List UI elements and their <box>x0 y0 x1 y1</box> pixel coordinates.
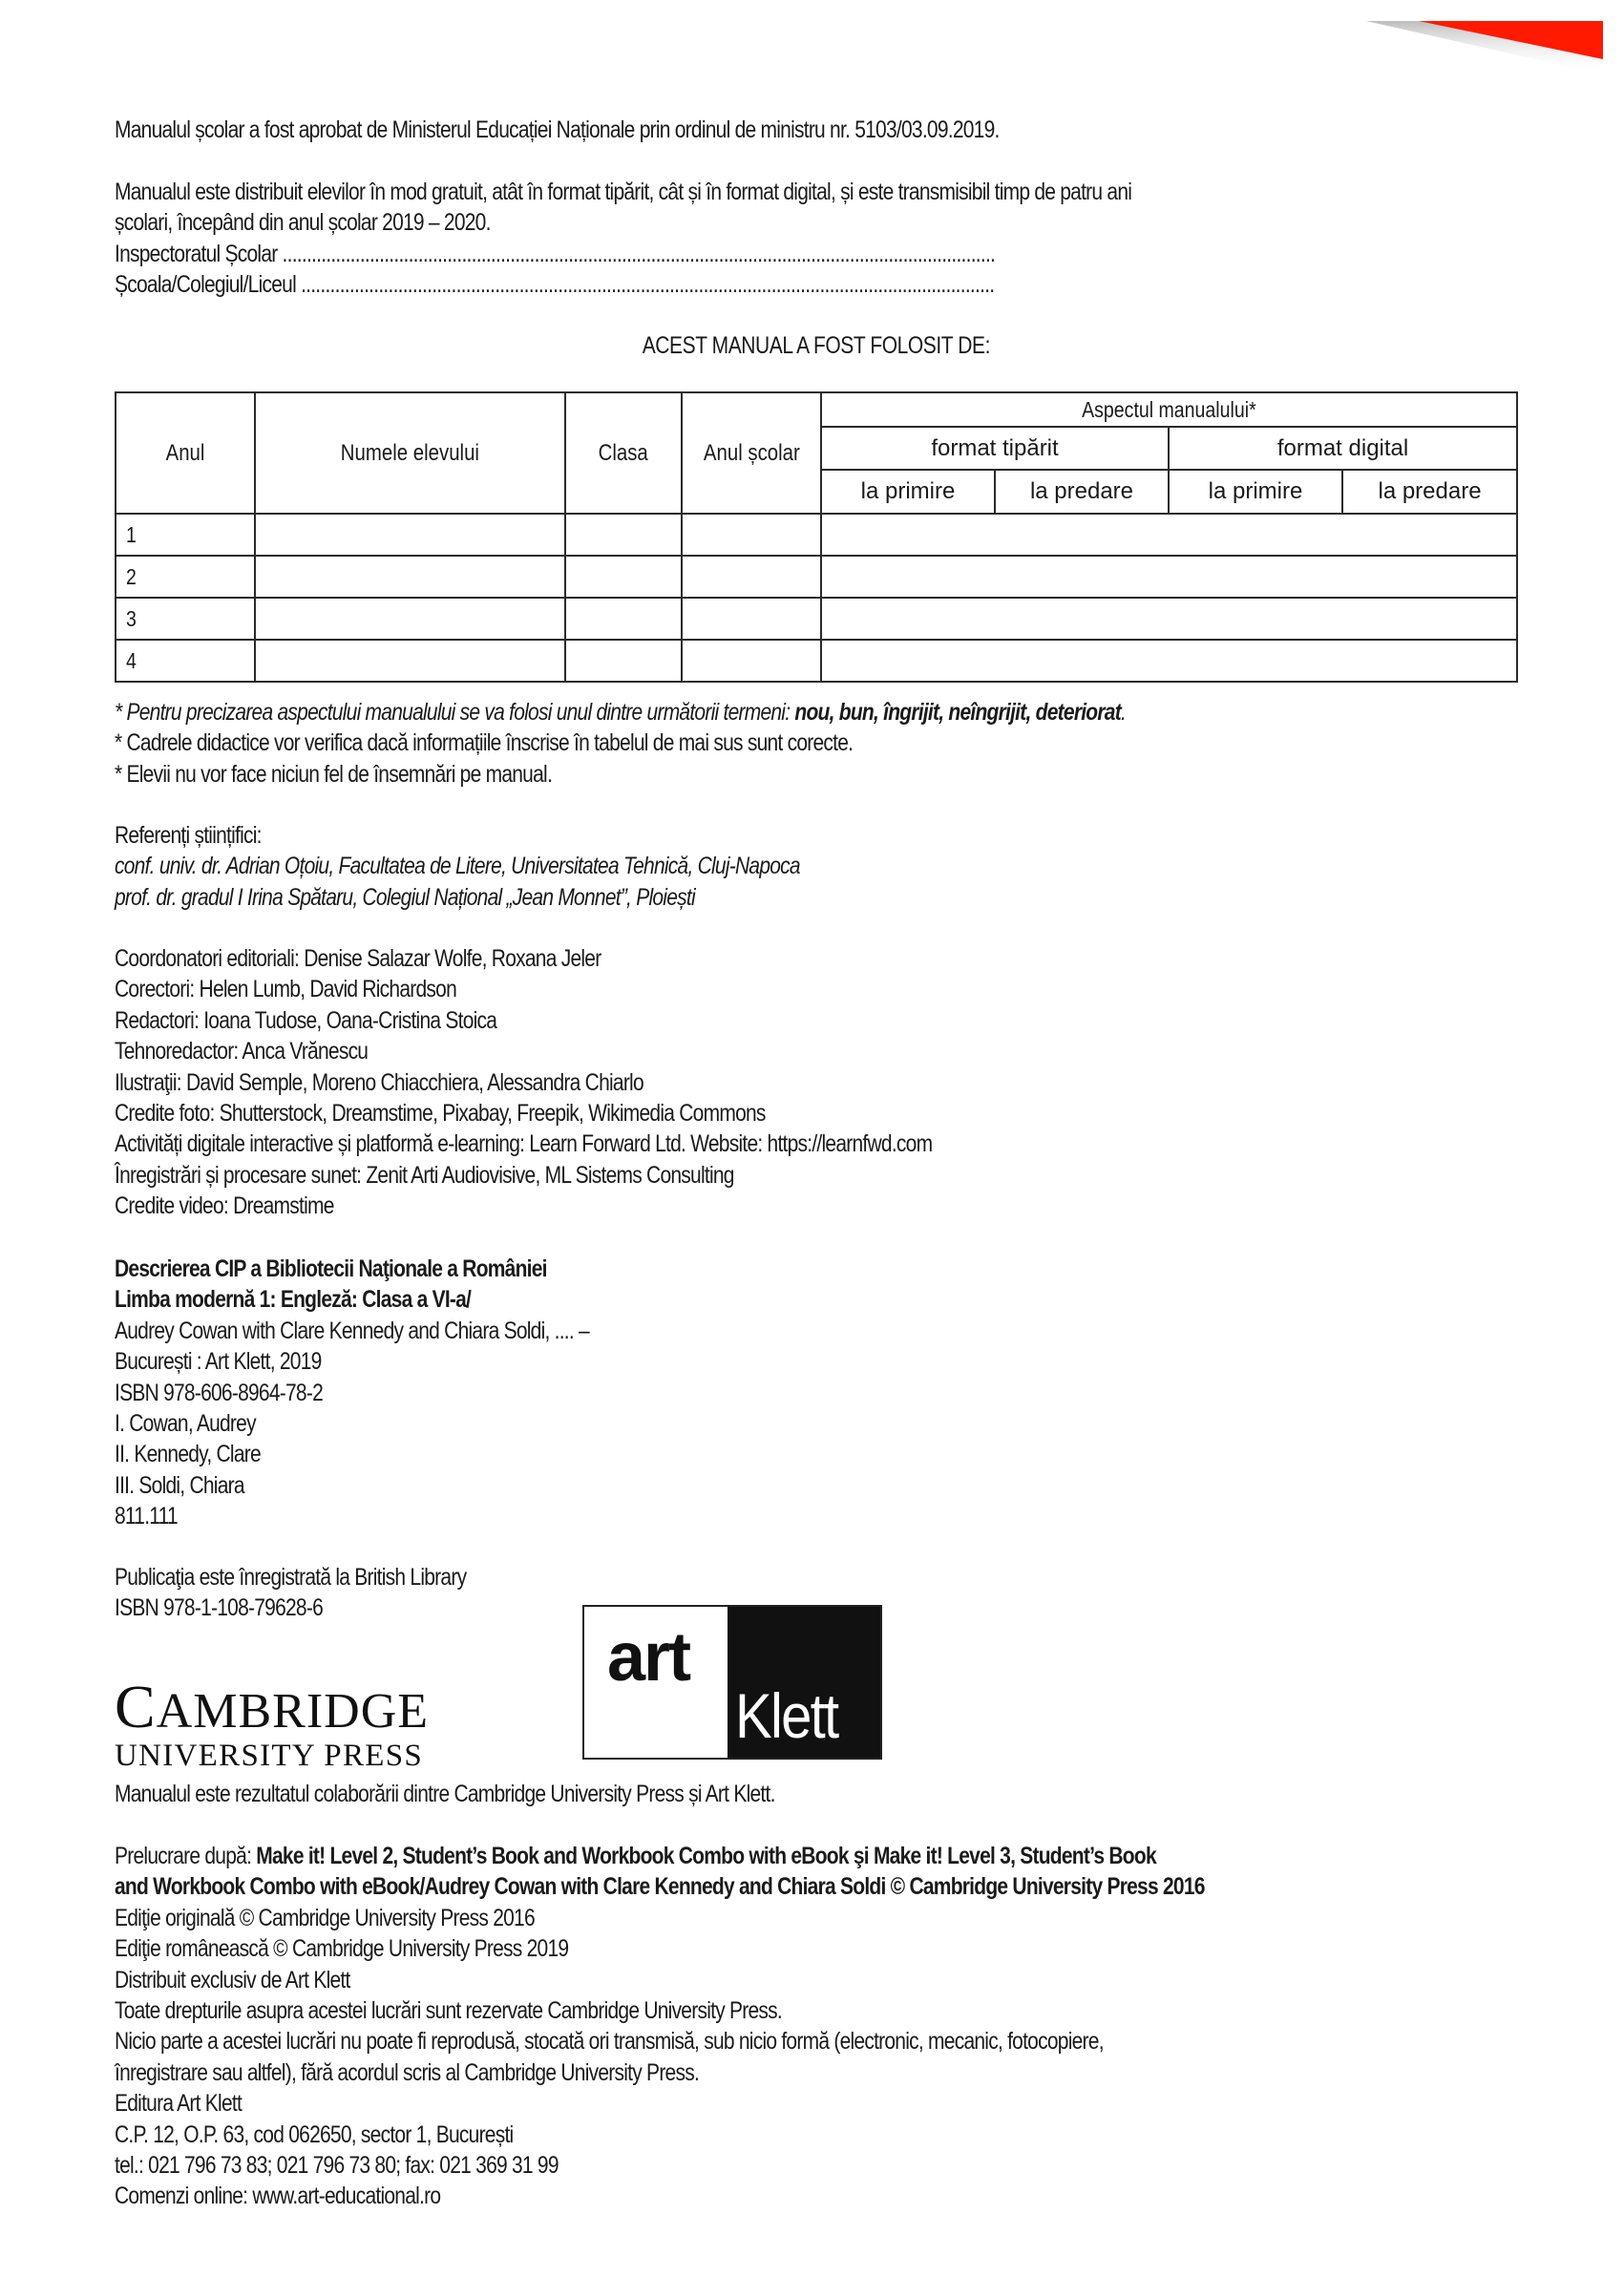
distribution-line-2: școlari, începând din anul școlar 2019 – 2020. <box>115 209 491 237</box>
header-digital-la-predare: la predare <box>1342 470 1517 514</box>
referees-section <box>115 820 1547 913</box>
aspect-terms: nou, bun, îngrijit, neîngrijit, deteriorat <box>794 699 1121 726</box>
cip-title: Descrierea CIP a Bibliotecii Naţionale a României <box>115 1255 547 1282</box>
header-numele-elevului: Numele elevului <box>255 392 565 514</box>
scoala-label: Școala/Colegiul/Liceul <box>115 271 296 299</box>
credit-line: Credite foto: Shutterstock, Dreamstime, Pixabay, Freepik, Wikimedia Commons <box>115 1100 766 1128</box>
publisher-phone: tel.: 021 796 73 83; 021 796 73 80; fax: 021 369 31 99 <box>115 2152 559 2180</box>
distribution-line-1: Manualul este distribuit elevilor în mod gratuit, atât în format tipărit, cât și în format digital, și este transmisibil timp de patru ani <box>115 179 1132 205</box>
cell-clasa[interactable] <box>565 598 682 640</box>
cip-line: I. Cowan, Audrey <box>115 1410 256 1438</box>
cell-anul-scolar[interactable] <box>682 598 821 640</box>
publisher-address: C.P. 12, O.P. 63, cod 062650, sector 1, București <box>115 2120 514 2148</box>
cell-clasa[interactable] <box>565 556 682 598</box>
rights-line: Ediţie românească © Cambridge University Press 2019 <box>115 1935 569 1963</box>
collaboration-note: Manualul este rezultatul colaborării dintre Cambridge University Press și Art Klett. <box>115 1781 775 1807</box>
header-format-tiparit: format tipărit <box>821 427 1169 470</box>
cell-anul: 4 <box>116 640 255 682</box>
british-library-line: Publicaţia este înregistrată la British Library <box>115 1564 467 1591</box>
cell-aspect[interactable] <box>821 556 1517 598</box>
cip-line: București : Art Klett, 2019 <box>115 1348 322 1376</box>
rights-line: Ediţie originală © Cambridge University Press 2016 <box>115 1904 535 1931</box>
inspectorat-label: Inspectoratul Școlar <box>115 240 278 267</box>
credit-line: Înregistrări și procesare sunet: Zenit Arti Audiovisive, ML Sistems Consulting <box>115 1161 734 1189</box>
cip-line: 811.111 <box>115 1503 178 1530</box>
cip-line: Audrey Cowan with Clare Kennedy and Chiara Soldi, .... – <box>115 1317 589 1344</box>
publisher-name: Editura Art Klett <box>115 2090 243 2118</box>
cell-anul: 2 <box>116 556 255 598</box>
credit-line: Ilustraţii: David Semple, Moreno Chiacchiera, Alessandra Chiarlo <box>115 1068 643 1096</box>
cell-numele[interactable] <box>255 514 565 556</box>
isbn-line: ISBN 978-1-108-79628-6 <box>115 1594 324 1622</box>
cell-aspect[interactable] <box>821 598 1517 640</box>
credits-section <box>115 943 1547 1222</box>
cell-clasa[interactable] <box>565 640 682 682</box>
approval-notice <box>115 115 1547 145</box>
cambridge-university-press-logo: CAMBRIDGE UNIVERSITY PRESS <box>115 1673 430 1773</box>
cell-anul-scolar[interactable] <box>682 514 821 556</box>
header-anul: Anul <box>116 392 255 514</box>
red-corner-accent-icon <box>1338 0 1624 95</box>
adaptation-line-2: and Workbook Combo with eBook/Audrey Cowan with Clare Kennedy and Chiara Soldi © Cambridge University Press 2016 <box>115 1873 1205 1901</box>
footnote-aspect: * Pentru precizarea aspectului manualului se va folosi unul dintre următorii termeni: nou, bun, îngrijit, neîngrijit, deteriorat. <box>115 699 1127 726</box>
header-digital-la-primire: la primire <box>1169 470 1342 514</box>
adaptation-line-1: Prelucrare după: Make it! Level 2, Student’s Book and Workbook Combo with eBook şi Make it! Level 3, Student’s Book <box>115 1843 1156 1869</box>
cell-numele[interactable] <box>255 598 565 640</box>
footnotes <box>115 697 1547 790</box>
cip-description <box>115 1254 1547 1532</box>
header-tiparit-la-predare: la predare <box>995 470 1169 514</box>
rights-line: Toate drepturile asupra acestei lucrări sunt rezervate Cambridge University Press. <box>115 1997 783 2025</box>
approval-line: Manualul școlar a fost aprobat de Ministerul Educației Naționale prin ordinul de ministru nr. 5103/03.09.2019. <box>115 116 1000 143</box>
rights-section <box>115 1841 1547 2212</box>
cip-subtitle: Limba modernă 1: Engleză: Clasa a VI-a/ <box>115 1286 472 1314</box>
cip-line: II. Kennedy, Clare <box>115 1441 261 1468</box>
header-tiparit-la-primire: la primire <box>821 470 995 514</box>
table-row <box>116 598 1517 640</box>
usage-table <box>115 391 1518 683</box>
cell-numele[interactable] <box>255 556 565 598</box>
cell-numele[interactable] <box>255 640 565 682</box>
table-row <box>116 514 1517 556</box>
footnote-verify: * Cadrele didactice vor verifica dacă informațiile înscrise în tabelul de mai sus sunt corecte. <box>115 729 854 757</box>
inspectorat-dots: ................................................................................................................................................... <box>282 240 996 267</box>
inspectorat-field <box>115 239 1318 269</box>
cell-aspect[interactable] <box>821 514 1517 556</box>
cell-anul-scolar[interactable] <box>682 640 821 682</box>
rights-line: Distribuit exclusiv de Art Klett <box>115 1966 350 1993</box>
rights-line: înregistrare sau altfel), fără acordul scris al Cambridge University Press. <box>115 2058 700 2086</box>
table-row <box>116 556 1517 598</box>
cell-aspect[interactable] <box>821 640 1517 682</box>
cell-anul: 3 <box>116 598 255 640</box>
table-row <box>116 640 1517 682</box>
credit-line: Tehnoredactor: Anca Vrănescu <box>115 1038 369 1065</box>
header-aspectul-manualului: Aspectul manualului* <box>821 392 1517 427</box>
cip-line: ISBN 978-606-8964-78-2 <box>115 1379 324 1406</box>
scoala-field <box>115 269 1318 300</box>
referees-title: Referenți științifici: <box>115 822 262 849</box>
credit-line: Coordonatori editoriali: Denise Salazar Wolfe, Roxana Jeler <box>115 945 601 972</box>
referee-item: conf. univ. dr. Adrian Oțoiu, Facultatea de Litere, Universitatea Tehnică, Cluj-Napoca <box>115 853 800 880</box>
cell-anul: 1 <box>116 514 255 556</box>
credit-line: Redactori: Ioana Tudose, Oana-Cristina Stoica <box>115 1006 497 1034</box>
online-orders-link[interactable]: Comenzi online: www.art-educational.ro <box>115 2183 441 2210</box>
cell-clasa[interactable] <box>565 514 682 556</box>
referee-item: prof. dr. gradul I Irina Spătaru, Colegiul Național „Jean Monnet”, Ploiești <box>115 883 695 911</box>
rights-line: Nicio parte a acestei lucrări nu poate fi reprodusă, stocată ori transmisă, sub nicio formă (electronic, mecanic, fotocopiere, <box>115 2028 1104 2056</box>
usage-table-title: ACEST MANUAL A FOST FOLOSIT DE: <box>642 332 990 359</box>
footnote-no-marks: * Elevii nu vor face niciun fel de însemnări pe manual. <box>115 760 553 788</box>
credit-line: Corectori: Helen Lumb, David Richardson <box>115 976 457 1003</box>
cip-line: III. Soldi, Chiara <box>115 1471 244 1499</box>
art-klett-logo: art Klett <box>582 1605 882 1760</box>
distribution-notice <box>115 177 1547 301</box>
scoala-dots: ............................................................................................................................................... <box>301 271 995 299</box>
credit-line: Activități digitale interactive și platformă e-learning: Learn Forward Ltd. Website: https://learnfwd.com <box>115 1130 933 1158</box>
credit-line: Credite video: Dreamstime <box>115 1192 334 1220</box>
header-clasa: Clasa <box>565 392 682 514</box>
cell-anul-scolar[interactable] <box>682 556 821 598</box>
header-anul-scolar: Anul școlar <box>682 392 821 514</box>
header-format-digital: format digital <box>1169 427 1517 470</box>
